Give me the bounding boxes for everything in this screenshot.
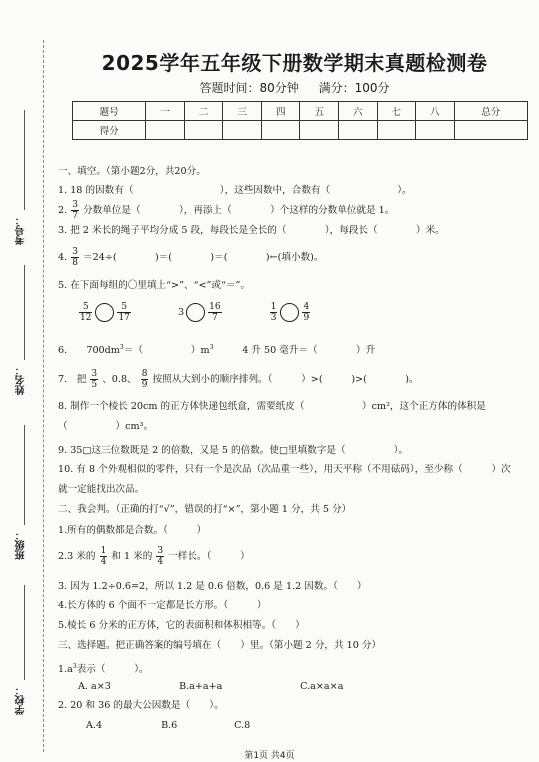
score-table-header-cell: 二 [184, 102, 223, 121]
score-table-header-cell: 七 [377, 102, 416, 121]
compare-circle[interactable] [280, 303, 299, 322]
fraction [208, 302, 221, 323]
time-label: 答题时间：80分钟 [199, 81, 299, 95]
fraction-numerator: 5 [79, 302, 92, 313]
fraction [79, 302, 92, 323]
score-cell[interactable] [454, 121, 527, 140]
binding-gutter [0, 0, 50, 762]
gutter-fill-line [24, 265, 25, 360]
question-1-8a: 8. 制作一个棱长 20cm 的正方体快递包纸盒，需要纸皮（ ）cm²，这个正方体的体积是 [58, 401, 486, 412]
option-c: C.8 [234, 720, 251, 731]
compare-group [178, 302, 226, 323]
gutter-fill-line [24, 110, 25, 210]
question-2-4: 4.长方体的 6 个面不一定都是长方形。（ ） [58, 600, 267, 611]
score-table-header-cell: 题号 [73, 102, 146, 121]
q-text: 一样长。（ ） [168, 551, 250, 562]
fraction-denominator: 8 [72, 258, 78, 268]
q-text: 、0.8、 [102, 374, 137, 385]
gutter-label-school: 学校： [16, 685, 27, 715]
fraction-numerator: 16 [209, 302, 221, 312]
compare-group [269, 302, 311, 323]
question-2-5: 5.棱长 6 分米的正方体，它的表面积和体积相等。（ ） [58, 620, 305, 631]
superscript: 3 [209, 344, 214, 351]
q-text: 2.3 米的 [58, 551, 96, 562]
fraction [117, 302, 130, 323]
option-a: A.4 [86, 720, 103, 731]
question-1-8b: （ ）cm³。 [58, 421, 154, 432]
question-1-2 [58, 200, 529, 221]
fraction-numerator: 5 [117, 302, 130, 313]
score-table-score-row [73, 121, 528, 140]
score-table-header-cell: 总分 [454, 102, 527, 121]
score-cell[interactable] [339, 121, 378, 140]
question-1-1: 1. 18 的因数有（ ），这些因数中，合数有（ ）。 [58, 185, 412, 196]
fraction-denominator: 17 [118, 313, 130, 323]
score-table-header-cell: 四 [261, 102, 300, 121]
question-3-1 [58, 660, 529, 676]
question-1-6 [58, 341, 529, 357]
score-cell[interactable] [300, 121, 339, 140]
fraction [71, 247, 79, 268]
exam-subtitle [50, 79, 539, 96]
section3-heading: 三、选择题。把正确答案的编号填在（ ）里。（第小题 2 分，共 10 分） [58, 640, 382, 651]
fraction [90, 369, 98, 390]
score-table-header-row [73, 102, 528, 121]
score-cell[interactable] [416, 121, 455, 140]
option-b: B.6 [161, 720, 178, 731]
score-table-header-cell: 一 [146, 102, 185, 121]
q-text: 按照从大到小的顺序排列。（ ）>( )>( )。 [152, 374, 419, 385]
question-3-2-options [86, 719, 529, 732]
question-2-1: 1.所有的偶数都是合数。（ ） [58, 525, 207, 536]
question-1-10a: 10. 有 8 个外观相似的零件，只有一个是次品（次品重一些），用天平称（不用砝码），至少称（ ）次 [58, 464, 511, 475]
score-table [72, 101, 528, 140]
superscript: 3 [119, 344, 124, 351]
q-text: 6. 700dm [58, 345, 120, 357]
question-2-3: 3. 因为 1.2÷0.6=2，所以 1.2 是 0.6 倍数，0.6 是 1.2 因数。（ ） [58, 581, 367, 592]
fraction-numerator: 3 [157, 546, 164, 556]
fraction-denominator: 9 [303, 313, 310, 323]
q-text: ＝24÷( )＝( )＝( )←(填小数)。 [83, 252, 324, 263]
fraction-numerator: 3 [72, 200, 78, 210]
gutter-label-class: 班级： [16, 530, 27, 560]
whole-number: 3 [178, 307, 185, 318]
q-number: 4. [58, 252, 68, 263]
score-cell[interactable] [223, 121, 262, 140]
gutter-fill-line [24, 425, 25, 525]
fraction [302, 302, 310, 323]
compare-row [78, 302, 529, 323]
gutter-label-name: 姓名： [16, 365, 27, 395]
q-number: 2. [58, 205, 68, 216]
question-1-5: 5. 在下面每组的〇里填上“>”、“<”或“＝”。 [58, 280, 251, 291]
fraction-denominator: 4 [100, 557, 107, 567]
q-text: 表示（ ）。 [76, 664, 149, 676]
score-row-label: 得分 [73, 121, 146, 140]
question-1-10b: 就一定能找出次品。 [58, 484, 145, 495]
q-text: 1.a [58, 664, 73, 676]
gutter-label-exam-number: 考号： [16, 215, 27, 245]
fraction-denominator: 7 [72, 211, 78, 221]
fraction-numerator: 8 [141, 369, 148, 379]
score-cell[interactable] [146, 121, 185, 140]
q-text: 4 升 50 毫升＝（ ）升 [213, 345, 376, 357]
score-cell[interactable] [184, 121, 223, 140]
question-1-7 [58, 369, 529, 390]
fraction-denominator: 9 [141, 380, 148, 390]
score-table-header-cell: 六 [339, 102, 378, 121]
fraction [270, 302, 278, 323]
fraction-denominator: 12 [80, 313, 92, 323]
section2-heading: 二、我会判。（正确的打“√”，错误的打“×”，第小题 1 分，共 5 分） [58, 504, 352, 515]
exam-title: 2025学年五年级下册数学期末真题检测卷 [101, 51, 488, 75]
question-3-2: 2. 20 和 36 的最大公因数是（ ）。 [58, 700, 224, 711]
fraction-numerator: 3 [72, 247, 78, 257]
q-text: 和 1 米的 [111, 551, 153, 562]
fraction [100, 546, 108, 567]
score-table-header-cell: 三 [223, 102, 262, 121]
fraction [141, 369, 149, 390]
fraction-denominator: 3 [270, 313, 277, 323]
option-b: B.a+a+a [179, 681, 223, 692]
option-c: C.a×a×a [300, 681, 344, 692]
compare-circle[interactable] [186, 303, 205, 322]
page-footer: 第1页 共4页 [244, 751, 295, 761]
q-text: ＝（ ）m [123, 345, 210, 357]
fraction-numerator: 1 [270, 302, 277, 312]
compare-circle[interactable] [95, 303, 114, 322]
superscript: 3 [72, 663, 77, 670]
score-table-header-cell: 五 [300, 102, 339, 121]
fraction-denominator: 4 [157, 557, 164, 567]
question-3-1-options [78, 680, 529, 693]
binding-dashed-line [43, 40, 44, 752]
full-score-label: 满分：100分 [318, 81, 390, 95]
fraction-numerator: 3 [91, 369, 98, 379]
gutter-fill-line [24, 585, 25, 680]
fraction [156, 546, 164, 567]
question-1-4 [58, 247, 529, 268]
question-1-9: 9. 35□这三位数既是 2 的倍数，又是 5 的倍数。使□里填数字是（ ）。 [58, 445, 408, 456]
fraction-numerator: 4 [303, 302, 310, 312]
section1-heading: 一、填空。（第小题2分，共20分。 [58, 166, 206, 177]
q-text: 7. 把 [58, 374, 87, 385]
fraction-denominator: 7 [212, 313, 218, 323]
score-cell[interactable] [377, 121, 416, 140]
score-cell[interactable] [261, 121, 300, 140]
compare-group [78, 302, 135, 323]
option-a: A. a×3 [78, 681, 111, 692]
fraction-denominator: 5 [91, 380, 98, 390]
score-table-header-cell: 八 [416, 102, 455, 121]
q-text: 分数单位是（ ），再添上（ ）个这样的分数单位就是 1。 [83, 205, 395, 216]
fraction [71, 200, 79, 221]
question-2-2 [58, 546, 529, 567]
question-1-3: 3. 把 2 米长的绳子平均分成 5 段，每段长是全长的（ ），每段长（ ）米。 [58, 225, 445, 236]
fraction-numerator: 1 [100, 546, 107, 556]
